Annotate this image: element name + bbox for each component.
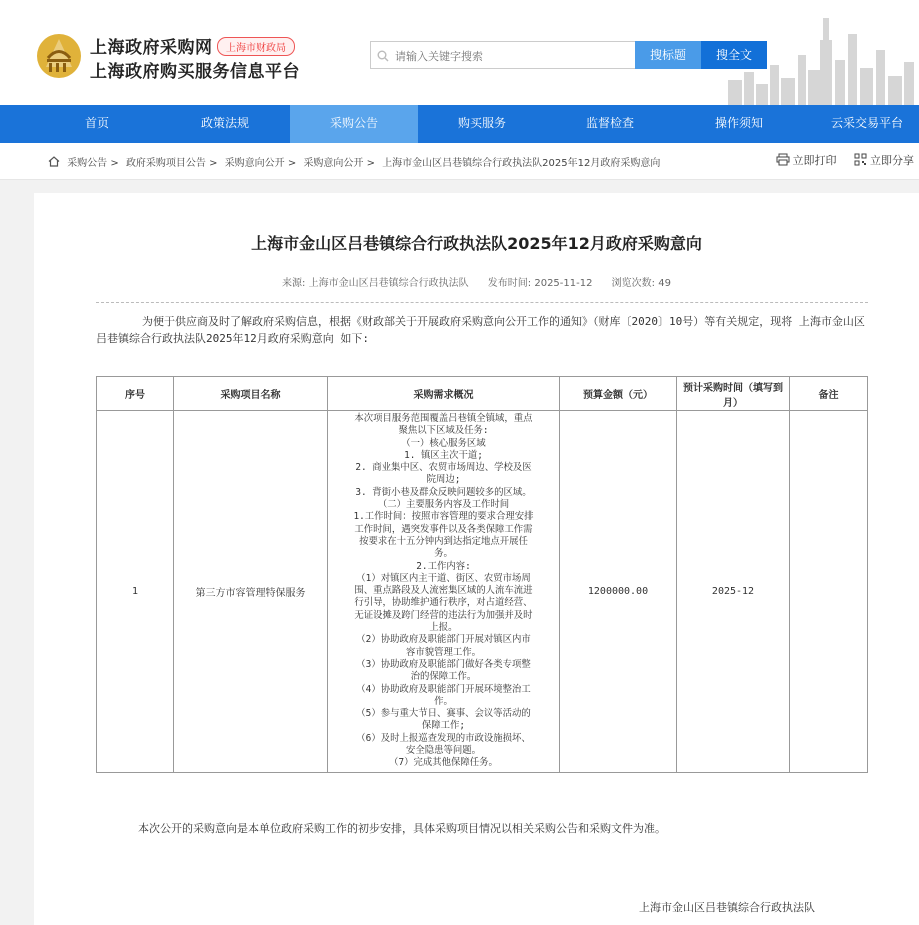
requirement-line: （5）参与重大节日、赛事、会议等活动的	[356, 708, 531, 720]
column-header: 采购项目名称	[174, 377, 328, 411]
article-panel	[34, 193, 919, 925]
search-title-button[interactable]: 搜标题	[635, 41, 701, 69]
requirement-line: 聚焦以下区域及任务:	[398, 425, 489, 437]
printer-icon	[776, 153, 790, 166]
requirement-line: 保障工作;	[421, 720, 466, 732]
article-views: 浏览次数: 49	[611, 278, 671, 289]
search-fulltext-button[interactable]: 搜全文	[701, 41, 767, 69]
print-label: 立即打印	[792, 154, 837, 167]
logo-icon[interactable]	[36, 33, 82, 79]
procurement-intent-table	[96, 376, 868, 773]
requirement-line: 行引导，协助维护通行秩序，对占道经营、	[354, 597, 533, 609]
requirement-line: （二）主要服务内容及工作时间	[377, 499, 510, 511]
table-header-row	[97, 377, 868, 411]
breadcrumb-item[interactable]: 政府采购项目公告 >	[125, 158, 218, 169]
column-header: 预计采购时间（填写到月）	[677, 377, 790, 411]
nav-home[interactable]: 首页	[84, 116, 109, 130]
share-label: 立即分享	[870, 154, 914, 167]
requirement-line: 按要求在十五分钟内到达指定地点开展任	[359, 535, 528, 547]
article-footer-note: 本次公开的采购意向是本单位政府采购工作的初步安排，具体采购项目情况以相关采购公告和采购文件为准。	[138, 822, 666, 835]
requirement-line: （6）及时上报巡查发现的市政设施损坏、	[356, 732, 531, 744]
page-title: 上海市金山区吕巷镇综合行政执法队2025年12月政府采购意向	[251, 234, 702, 253]
nav-supervision[interactable]: 监督检查	[585, 116, 634, 130]
column-header: 备注	[790, 377, 868, 411]
requirement-line: 本次项目服务范围覆盖吕巷镇全镇域，重点	[354, 413, 533, 424]
main-nav	[0, 105, 919, 143]
nav-procurement-notice[interactable]: 采购公告	[290, 105, 418, 143]
requirement-line: 务。	[434, 548, 453, 560]
requirement-line: （4）协助政府及职能部门开展环境整治工	[356, 683, 531, 695]
article-meta	[34, 274, 919, 289]
requirement-line: （1）对镇区内主干道、街区、农贸市场周	[356, 572, 531, 584]
qr-code-icon	[854, 153, 867, 166]
requirement-line: 1. 镇区主次干道;	[404, 449, 483, 461]
column-header: 采购需求概况	[328, 377, 560, 411]
nav-cloud-trading[interactable]: 云采交易平台	[830, 116, 903, 130]
article-publish-time: 发布时间: 2025-11-12	[487, 278, 593, 289]
breadcrumb-bar	[0, 143, 919, 180]
requirement-line: 围、重点路段及人流密集区域的人流车流进	[354, 585, 533, 597]
requirement-line: 院周边;	[426, 474, 461, 486]
city-skyline-illustration	[720, 10, 919, 105]
table-row	[97, 411, 868, 773]
cell-procurement-time: 2025-12	[677, 411, 790, 773]
site-header	[0, 0, 919, 105]
requirement-line: 3. 背街小巷及群众反映问题较多的区域。	[355, 486, 532, 498]
column-header: 预算金额（元）	[560, 377, 677, 411]
requirement-line: （7）完成其他保障任务。	[389, 757, 498, 769]
requirement-line: 容市貌管理工作。	[405, 646, 481, 658]
requirement-line: 治的保障工作。	[410, 671, 477, 683]
cell-project-name: 第三方市容管理特保服务	[174, 411, 328, 773]
search-box[interactable]	[370, 41, 636, 69]
cell-remark	[790, 411, 868, 773]
search-input[interactable]	[393, 46, 627, 66]
nav-purchase-service[interactable]: 购买服务	[457, 116, 506, 130]
article-intro: 为便于供应商及时了解政府采购信息，根据《财政部关于开展政府采购意向公开工作的通知》（财库〔2020〕10号）等有关规定，现将 上海市金山区吕巷镇综合行政执法队2025年12月政府采购意向 如下:	[96, 315, 865, 345]
requirement-line: 无证设摊及跨门经营的违法行为加强并及时	[354, 609, 533, 621]
print-button[interactable]	[776, 152, 837, 168]
requirement-line: 作。	[434, 695, 453, 707]
requirement-line: （3）协助政府及职能部门做好各类专项整	[356, 658, 531, 670]
requirement-line: 2. 商业集中区、农贸市场周边、学校及医	[355, 462, 532, 474]
article-source: 来源: 上海市金山区吕巷镇综合行政执法队	[282, 278, 469, 289]
home-icon[interactable]	[48, 156, 60, 167]
requirement-line: 1.工作时间：按照市容管理的要求合理安排	[353, 511, 534, 523]
breadcrumb-item[interactable]: 采购意向公开 >	[224, 158, 297, 169]
finance-bureau-badge: 上海市财政局	[217, 37, 295, 56]
divider	[96, 302, 868, 303]
site-subtitle[interactable]: 上海政府购买服务信息平台	[90, 62, 300, 82]
cell-seq: 1	[97, 411, 174, 773]
requirement-line: 2.工作内容:	[416, 560, 471, 572]
page-tools	[762, 152, 915, 168]
site-title[interactable]: 上海政府采购网	[90, 38, 213, 58]
cell-budget: 1200000.00	[560, 411, 677, 773]
nav-instructions[interactable]: 操作须知	[714, 116, 763, 130]
breadcrumb-item[interactable]: 采购公告 >	[67, 158, 119, 169]
column-header: 序号	[97, 377, 174, 411]
requirement-line: 安全隐患等问题。	[405, 745, 481, 757]
breadcrumb-current: 上海市金山区吕巷镇综合行政执法队2025年12月政府采购意向	[382, 158, 661, 169]
requirement-line: （2）协助政府及职能部门开展对镇区内市	[356, 634, 531, 646]
cell-requirement-overview	[328, 411, 560, 773]
requirement-line: 上报。	[429, 622, 458, 634]
article-signature: 上海市金山区吕巷镇综合行政执法队	[639, 901, 815, 914]
share-button[interactable]	[854, 152, 914, 168]
search-icon	[377, 50, 389, 62]
requirement-line: 工作时间，遇突发事件以及各类保障工作需	[354, 523, 533, 535]
nav-policy[interactable]: 政策法规	[200, 116, 249, 130]
breadcrumb	[48, 154, 664, 169]
breadcrumb-item[interactable]: 采购意向公开 >	[303, 158, 375, 169]
requirement-line: （一）核心服务区域	[401, 437, 486, 449]
